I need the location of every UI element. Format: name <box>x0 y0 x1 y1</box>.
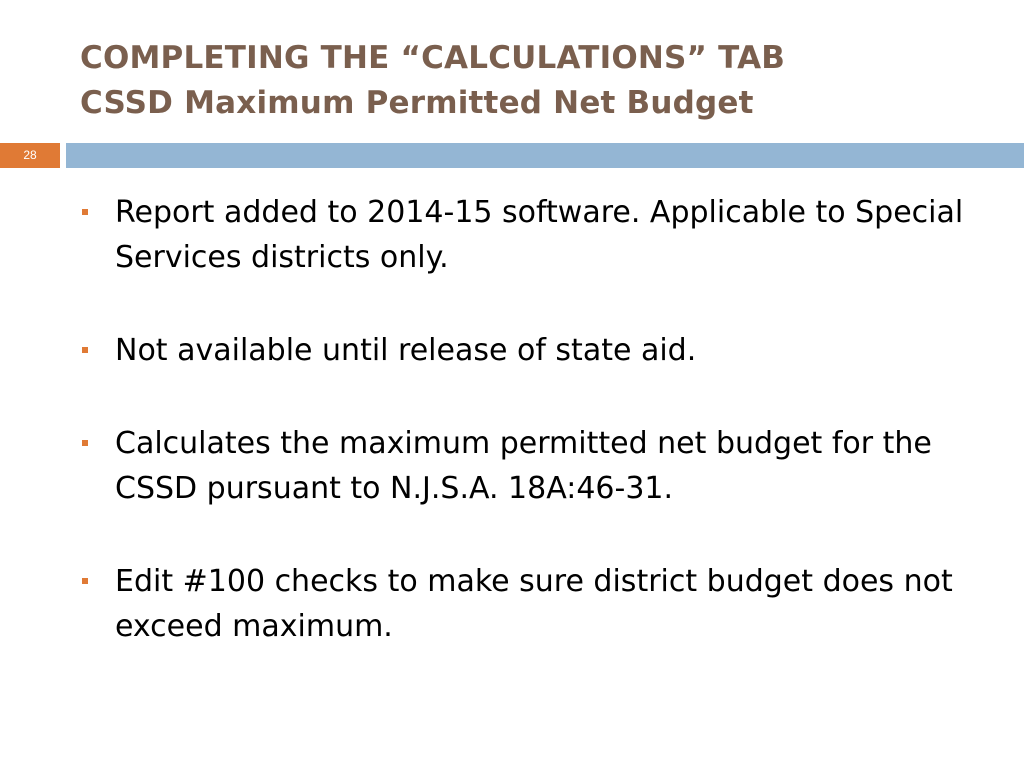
bullet-text: Not available until release of state aid. <box>115 333 697 368</box>
square-bullet-icon <box>82 440 88 446</box>
slide-title-line-1: COMPLETING THE “CALCULATIONS” TAB <box>80 40 786 76</box>
bullet-item <box>78 559 978 649</box>
bullet-text: Report added to 2014-15 software. Applicable to Special Services districts only. <box>115 195 964 275</box>
bullet-text: Edit #100 checks to make sure district budget does not exceed maximum. <box>115 564 953 644</box>
square-bullet-icon <box>82 209 88 215</box>
bullet-text: Calculates the maximum permitted net budget for the CSSD pursuant to N.J.S.A. 18A:46-31. <box>115 426 932 506</box>
bullet-list <box>78 190 978 697</box>
bullet-item <box>78 190 978 280</box>
bullet-item <box>78 421 978 511</box>
slide-title-line-2: CSSD Maximum Permitted Net Budget <box>80 85 754 121</box>
slide-number: 28 <box>0 143 60 168</box>
square-bullet-icon <box>82 578 88 584</box>
bullet-item <box>78 328 978 373</box>
square-bullet-icon <box>82 347 88 353</box>
title-divider-bar <box>66 143 1024 168</box>
slide-title <box>80 36 980 126</box>
